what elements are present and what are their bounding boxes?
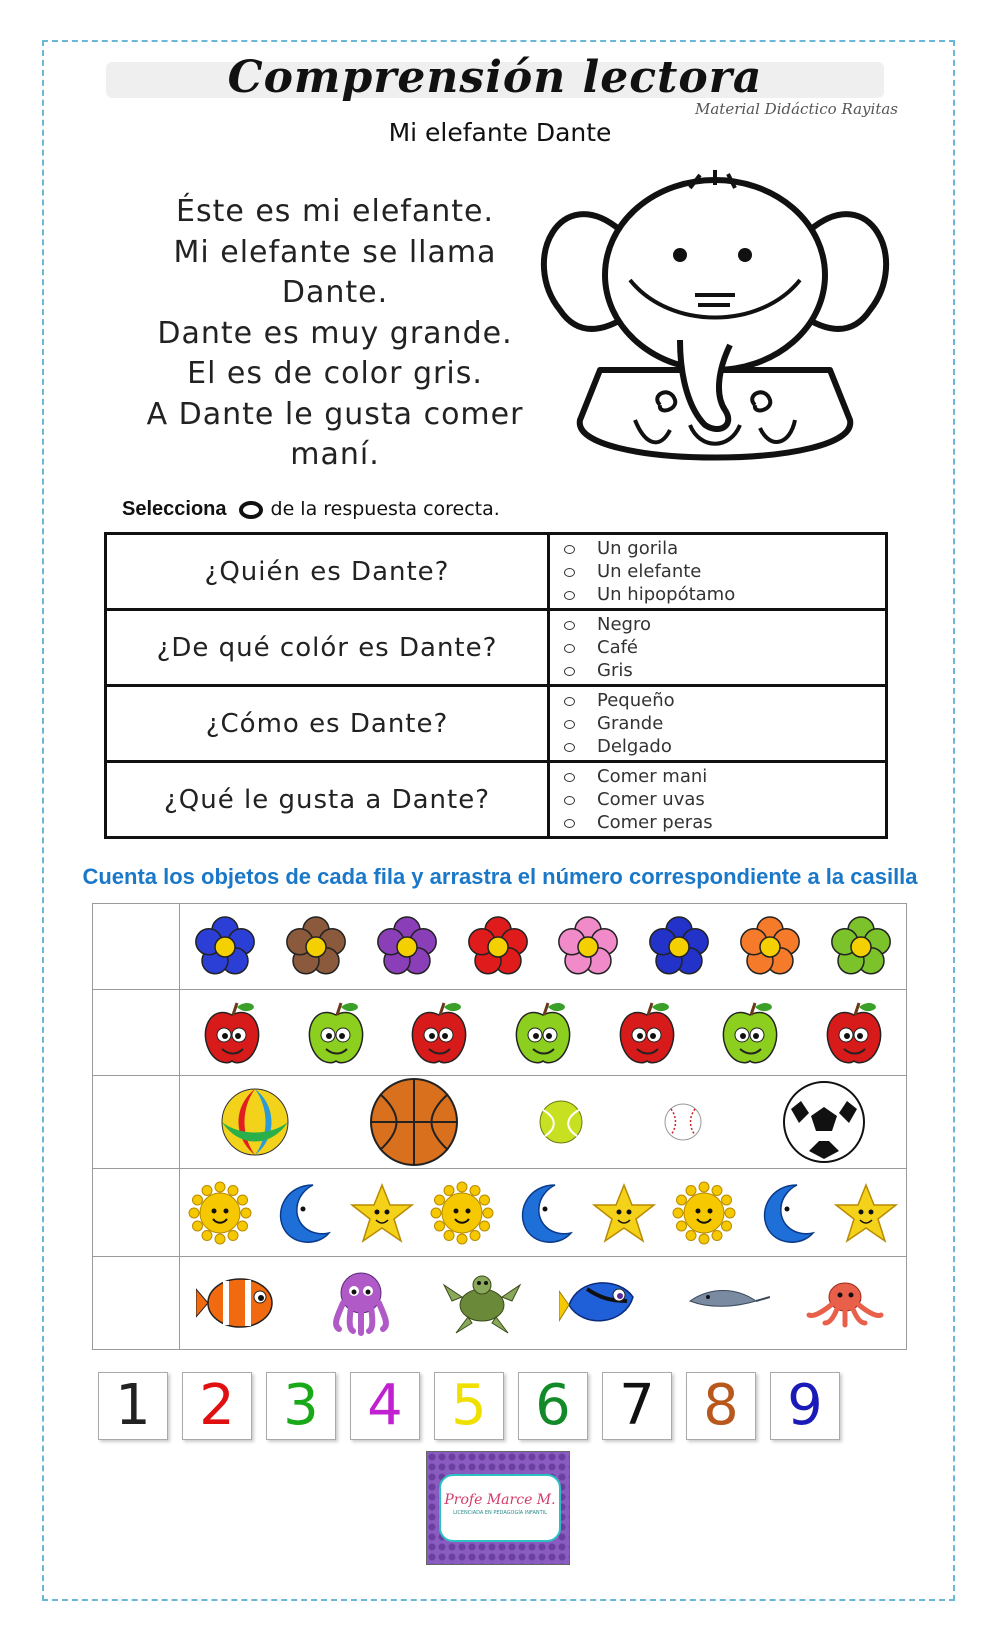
moon-icon [509,1179,577,1247]
options-cell [549,686,887,762]
answer-option[interactable]: Un hipopótamo [564,583,885,606]
answer-drop-box[interactable] [93,1169,180,1257]
story-line: Mi elefante se llama [173,234,497,270]
octopus-icon [317,1267,407,1339]
flower-icon [281,912,351,982]
quiz-instruction [122,498,500,521]
apple-icon [301,997,371,1069]
count-row [93,990,907,1076]
answer-option[interactable]: Grande [564,712,885,735]
quiz-table [104,532,888,839]
flower-icon [826,912,896,982]
flower-icon [735,912,805,982]
flower-icon [372,912,442,982]
number-tile[interactable]: 7 [602,1372,672,1440]
question-cell: ¿Qué le gusta a Dante? [106,762,549,838]
page-title: Comprensión lectora [227,52,763,103]
flower-icon [644,912,714,982]
instruction-rest: de la respuesta corecta. [270,498,500,520]
story-line: A Dante le gusta comer [146,396,524,432]
story-line: Dante. [281,275,389,310]
apple-icon [612,997,682,1069]
moon-icon [751,1179,819,1247]
radio-icon[interactable] [564,773,575,782]
radio-icon[interactable] [564,697,575,706]
radio-icon[interactable] [564,644,575,653]
answer-option[interactable]: Comer peras [564,811,885,834]
quiz-row [106,534,887,610]
tennis-ball-icon [537,1098,585,1146]
answer-option[interactable]: Pequeño [564,689,885,712]
quiz-row [106,610,887,686]
question-cell: ¿Cómo es Dante? [106,686,549,762]
author-logo [426,1451,570,1565]
number-tile[interactable]: 9 [770,1372,840,1440]
blue-fish-icon [559,1267,649,1339]
answer-option[interactable]: Comer mani [564,765,885,788]
number-tile[interactable]: 2 [182,1372,252,1440]
number-tiles [98,1372,840,1440]
moon-icon [267,1179,335,1247]
radio-icon[interactable] [564,621,575,630]
answer-option[interactable]: Negro [564,613,885,636]
story-line: maní. [290,437,380,472]
number-tile[interactable]: 1 [98,1372,168,1440]
answer-drop-box[interactable] [93,1076,180,1169]
options-cell [549,610,887,686]
flower-row [180,904,907,990]
stingray-icon [680,1267,770,1339]
quiz-row [106,686,887,762]
turtle-icon [438,1267,528,1339]
story-title: Mi elefante Dante [388,118,612,147]
logo-tagline: LICENCIADA EN PEDAGOGÍA INFANTIL [453,1510,547,1516]
quiz-row [106,762,887,838]
ball-row [180,1076,907,1169]
star-icon [832,1179,900,1247]
answer-option[interactable]: Un elefante [564,560,885,583]
options-cell [549,534,887,610]
instruction-bold: Selecciona [122,498,227,520]
answer-drop-box[interactable] [93,990,180,1076]
counting-table [92,903,907,1350]
count-row [93,1257,907,1350]
counting-instruction: Cuenta los objetos de cada fila y arrastra el número correspondiente a la casilla [82,864,918,889]
apple-icon [715,997,785,1069]
radio-icon[interactable] [564,591,575,600]
apple-icon [404,997,474,1069]
question-cell: ¿Quién es Dante? [106,534,549,610]
story-text [110,192,560,476]
radio-icon[interactable] [564,743,575,752]
beach-ball-icon [219,1086,291,1158]
sky-row [180,1169,907,1257]
apple-icon [819,997,889,1069]
options-cell [549,762,887,838]
apple-icon [197,997,267,1069]
red-octopus-icon [801,1267,891,1339]
flower-icon [553,912,623,982]
story-line: Éste es mi elefante. [175,194,495,229]
answer-drop-box[interactable] [93,1257,180,1350]
number-tile[interactable]: 5 [434,1372,504,1440]
elephant-illustration [540,170,890,480]
flower-icon [190,912,260,982]
credit-text: Material Didáctico Rayitas [695,100,898,118]
number-tile[interactable]: 6 [518,1372,588,1440]
logo-name: Profe Marce M. [444,1492,556,1508]
circle-icon [239,501,263,519]
sea-animal-row [180,1257,907,1350]
radio-icon[interactable] [564,819,575,828]
number-tile[interactable]: 4 [350,1372,420,1440]
flower-icon [463,912,533,982]
answer-option[interactable]: Delgado [564,735,885,758]
radio-icon[interactable] [564,545,575,554]
story-line: Dante es muy grande. [157,315,513,351]
story-line: El es de color gris. [187,356,483,391]
answer-option[interactable]: Gris [564,659,885,682]
basketball-icon [368,1076,460,1168]
apple-row [180,990,907,1076]
sun-icon [428,1179,496,1247]
count-row [93,904,907,990]
radio-icon[interactable] [564,568,575,577]
answer-option[interactable]: Comer uvas [564,788,885,811]
soccer-ball-icon [781,1079,867,1165]
answer-drop-box[interactable] [93,904,180,990]
radio-icon[interactable] [564,796,575,805]
sun-icon [186,1179,254,1247]
count-row [93,1076,907,1169]
baseball-icon [662,1101,704,1143]
answer-option[interactable]: Un gorila [564,537,885,560]
star-icon [590,1179,658,1247]
clownfish-icon [196,1267,286,1339]
answer-option[interactable]: Café [564,636,885,659]
radio-icon[interactable] [564,667,575,676]
number-tile[interactable]: 8 [686,1372,756,1440]
radio-icon[interactable] [564,720,575,729]
apple-icon [508,997,578,1069]
sun-icon [670,1179,738,1247]
question-cell: ¿De qué colór es Dante? [106,610,549,686]
count-row [93,1169,907,1257]
star-icon [348,1179,416,1247]
number-tile[interactable]: 3 [266,1372,336,1440]
